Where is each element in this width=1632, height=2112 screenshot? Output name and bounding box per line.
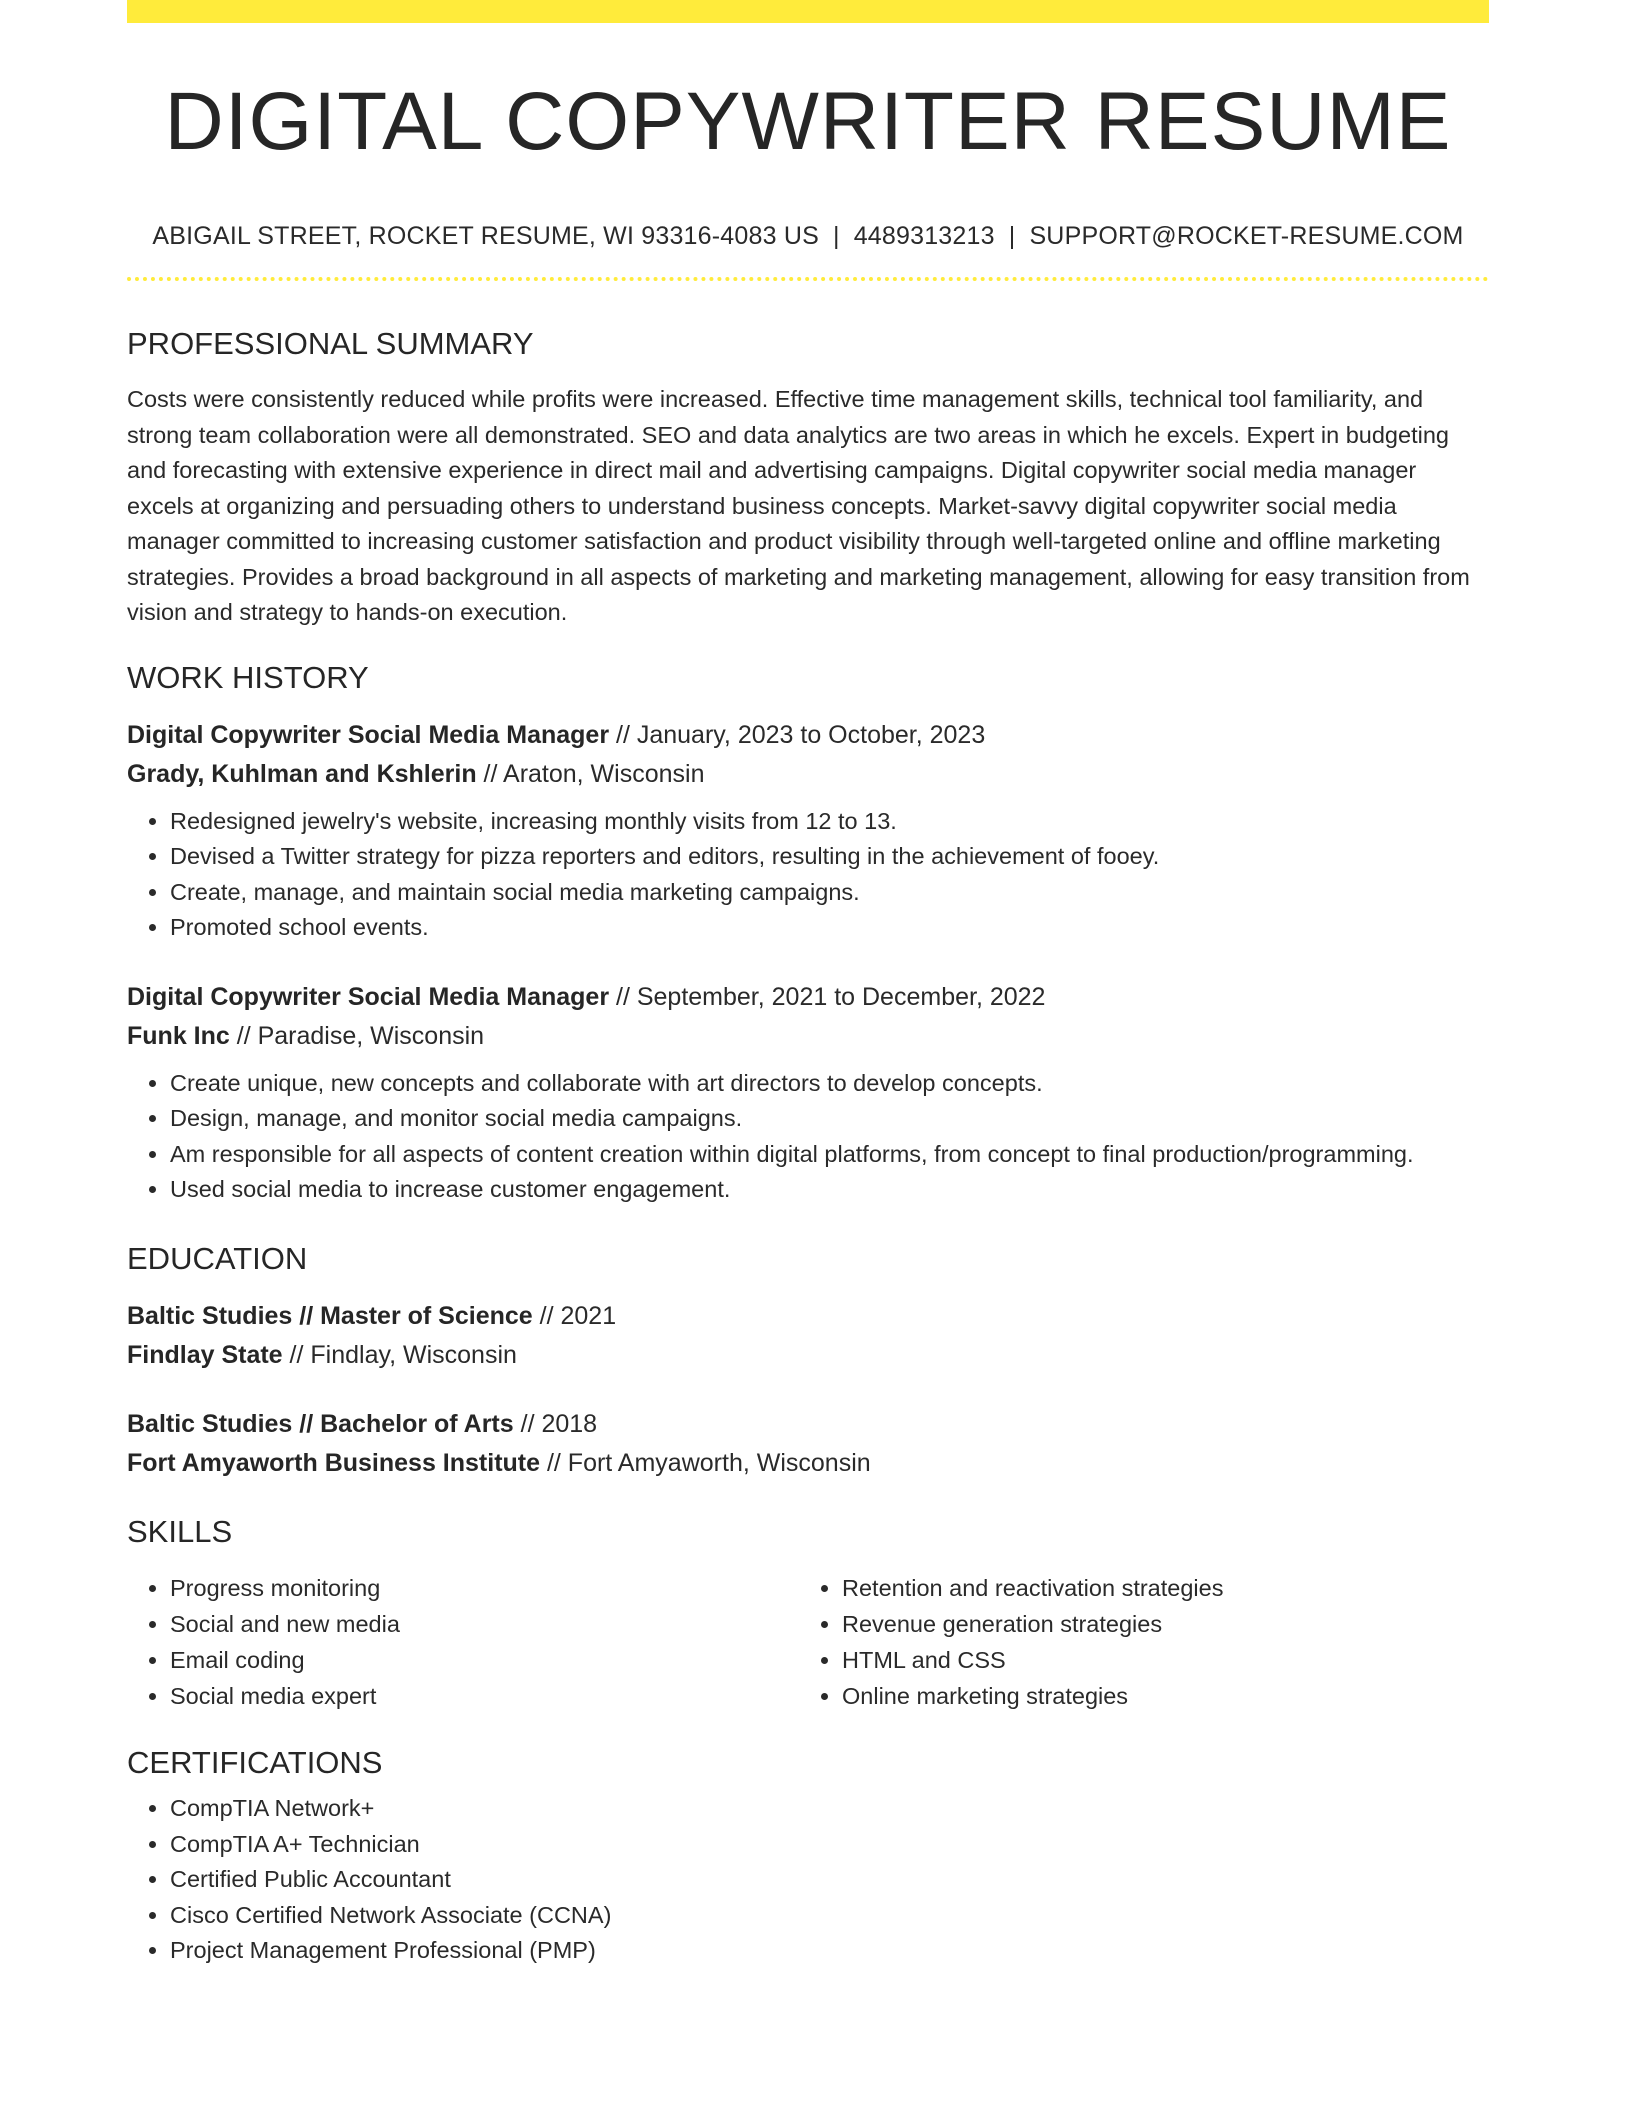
skill-item: • HTML and CSS bbox=[842, 1642, 1471, 1678]
skills-column-right bbox=[799, 1570, 1471, 1714]
job-title: Digital Copywriter Social Media Manager bbox=[127, 982, 610, 1011]
skill-item: • Email coding bbox=[170, 1642, 799, 1678]
list-item: • Create, manage, and maintain social media marketing campaigns. bbox=[170, 875, 1489, 911]
job-entry bbox=[127, 978, 1489, 1208]
certification-item: • Cisco Certified Network Associate (CCNA) bbox=[170, 1898, 1489, 1934]
job-title-line bbox=[127, 716, 1489, 755]
dotted-divider bbox=[127, 277, 1489, 281]
contact-line bbox=[127, 221, 1489, 251]
school-location: // Fort Amyaworth, Wisconsin bbox=[540, 1449, 871, 1478]
certification-item: • Project Management Professional (PMP) bbox=[170, 1933, 1489, 1969]
skill-item: • Retention and reactivation strategies bbox=[842, 1570, 1471, 1606]
list-item: • Used social media to increase customer engagement. bbox=[170, 1172, 1489, 1208]
school-line bbox=[127, 1444, 1489, 1483]
list-item: • Create unique, new concepts and collaborate with art directors to develop concepts. bbox=[170, 1066, 1489, 1102]
list-item: • Design, manage, and monitor social media campaigns. bbox=[170, 1101, 1489, 1137]
degree: Baltic Studies // Master of Science bbox=[127, 1302, 533, 1331]
degree-line bbox=[127, 1405, 1489, 1444]
skill-item: • Social media expert bbox=[170, 1678, 799, 1714]
school-location: // Findlay, Wisconsin bbox=[282, 1341, 517, 1370]
contact-email: SUPPORT@ROCKET-RESUME.COM bbox=[1029, 222, 1464, 250]
job-company-line bbox=[127, 755, 1489, 794]
certification-item: • CompTIA A+ Technician bbox=[170, 1827, 1489, 1863]
summary-text: Costs were consistently reduced while profits were increased. Effective time management skills, technical tool familiarity, and strong team collaboration were all demonstrated. SEO and data analytics are two areas in which he excels. Expert in budgeting and forecasting with extensive experience in direct mail and advertising campaigns. Digital copywriter social media manager excels at organizing and persuading others to understand business concepts. Market-savvy digital copywriter social media manager committed to increasing customer satisfaction and product visibility through well-targeted online and offline marketing strategies. Provides a broad background in all aspects of marketing and marketing management, allowing for easy transition from vision and strategy to hands-on execution. bbox=[127, 386, 1470, 626]
skill-item: • Progress monitoring bbox=[170, 1570, 799, 1606]
certification-item: • Certified Public Accountant bbox=[170, 1862, 1489, 1898]
job-dates: // September, 2021 to December, 2022 bbox=[609, 982, 1046, 1011]
job-company: Funk Inc bbox=[127, 1021, 230, 1050]
degree-year: // 2021 bbox=[532, 1302, 617, 1331]
list-item: • Redesigned jewelry's website, increasing monthly visits from 12 to 13. bbox=[170, 804, 1489, 840]
job-title: Digital Copywriter Social Media Manager bbox=[127, 720, 610, 749]
skill-item: • Social and new media bbox=[170, 1606, 799, 1642]
skills-grid bbox=[127, 1570, 1489, 1714]
skill-item: • Online marketing strategies bbox=[842, 1678, 1471, 1714]
summary-heading: PROFESSIONAL SUMMARY bbox=[127, 326, 534, 361]
job-title-line bbox=[127, 978, 1489, 1017]
job-location: // Paradise, Wisconsin bbox=[229, 1021, 485, 1050]
degree-year: // 2018 bbox=[513, 1410, 598, 1439]
education-entry bbox=[127, 1405, 1489, 1483]
work-history-heading: WORK HISTORY bbox=[127, 659, 369, 695]
school: Findlay State bbox=[127, 1341, 283, 1370]
certifications-heading: CERTIFICATIONS bbox=[127, 1745, 383, 1781]
degree: Baltic Studies // Bachelor of Arts bbox=[127, 1410, 514, 1439]
certifications-list bbox=[127, 1791, 1489, 1969]
education-heading: EDUCATION bbox=[127, 1240, 308, 1276]
job-company: Grady, Kuhlman and Kshlerin bbox=[127, 759, 477, 788]
job-location: // Araton, Wisconsin bbox=[476, 759, 705, 788]
list-item: • Promoted school events. bbox=[170, 910, 1489, 946]
school: Fort Amyaworth Business Institute bbox=[127, 1449, 541, 1478]
education-entry bbox=[127, 1297, 1489, 1375]
degree-line bbox=[127, 1297, 1489, 1336]
resume-page bbox=[127, 0, 1489, 1969]
job-dates: // January, 2023 to October, 2023 bbox=[609, 720, 986, 749]
job-company-line bbox=[127, 1017, 1489, 1056]
skills-heading: SKILLS bbox=[127, 1514, 233, 1550]
contact-address: ABIGAIL STREET, ROCKET RESUME, WI 93316-4083 US bbox=[152, 222, 819, 250]
list-item: • Am responsible for all aspects of content creation within digital platforms, from concept to final production/programming. bbox=[170, 1137, 1489, 1173]
job-entry bbox=[127, 716, 1489, 946]
skill-item: • Revenue generation strategies bbox=[842, 1606, 1471, 1642]
certification-item: • CompTIA Network+ bbox=[170, 1791, 1489, 1827]
job-bullets bbox=[127, 1066, 1489, 1208]
school-line bbox=[127, 1336, 1489, 1375]
skills-column-left bbox=[127, 1570, 799, 1714]
list-item: • Devised a Twitter strategy for pizza reporters and editors, resulting in the achievement of fooey. bbox=[170, 839, 1489, 875]
contact-separator: | bbox=[1008, 222, 1016, 250]
contact-separator: | bbox=[832, 222, 840, 250]
contact-phone: 4489313213 bbox=[853, 222, 995, 250]
job-bullets bbox=[127, 804, 1489, 946]
top-accent-bar bbox=[127, 0, 1489, 23]
page-title: DIGITAL COPYWRITER RESUME bbox=[164, 76, 1452, 167]
